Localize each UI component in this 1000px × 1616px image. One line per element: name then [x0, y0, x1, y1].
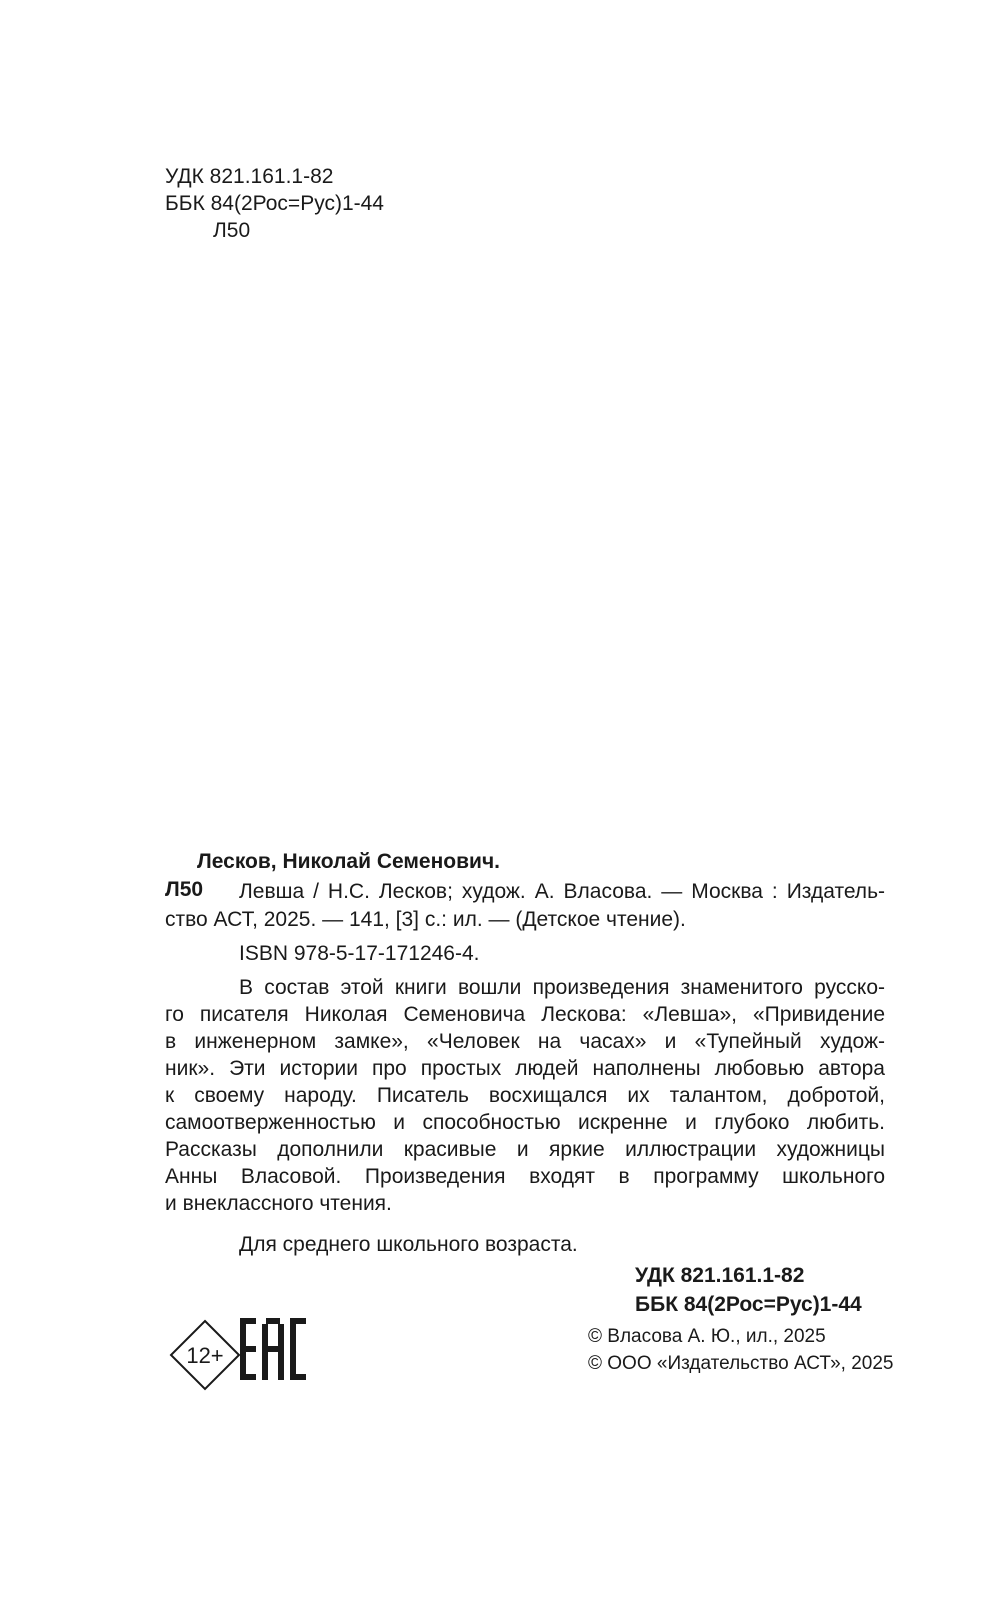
age-rating-text: 12+	[186, 1343, 224, 1368]
bottom-udk: УДК 821.161.1-82	[635, 1264, 805, 1287]
isbn: ISBN 978-5-17-171246-4.	[239, 942, 480, 965]
eac-mark-icon	[240, 1318, 306, 1380]
annotation-line: в инженерном замке», «Человек на часах» и «Тупейный худож-	[165, 1030, 885, 1053]
copyright-publisher: © ООО «Издательство АСТ», 2025	[588, 1353, 894, 1374]
audience-note: Для среднего школьного возраста.	[239, 1233, 578, 1256]
annotation-line: В состав этой книги вошли произведения знаменитого русско-	[239, 976, 885, 999]
bottom-bbk: ББК 84(2Рос=Рус)1-44	[635, 1293, 862, 1316]
annotation-line: ник». Эти истории про простых людей наполнены любовью автора	[165, 1057, 885, 1080]
description-line: Левша / Н.С. Лесков; худож. А. Власова. — Москва : Издатель-	[239, 880, 885, 903]
age-rating-badge	[165, 1315, 245, 1395]
description-line: ство АСТ, 2025. — 141, [3] с.: ил. — (Детское чтение).	[165, 908, 686, 931]
record-author-mark: Л50	[165, 878, 204, 901]
bibliographic-description	[165, 878, 885, 934]
annotation	[165, 974, 885, 1217]
bottom-classification-codes	[635, 1261, 862, 1319]
top-classification-codes	[165, 163, 384, 244]
top-udk: УДК 821.161.1-82	[165, 165, 334, 188]
annotation-line: Анны Власовой. Произведения входят в программу школьного	[165, 1165, 885, 1188]
annotation-line: к своему народу. Писатель восхищался их талантом, добротой,	[165, 1084, 885, 1107]
copyright-illustrator: © Власова А. Ю., ил., 2025	[588, 1326, 826, 1347]
author-heading: Лесков, Николай Семенович.	[197, 850, 500, 873]
copyright-notices	[588, 1323, 894, 1377]
annotation-line: Рассказы дополнили красивые и яркие иллюстрации художницы	[165, 1138, 885, 1161]
annotation-line: самоотверженностью и способностью искренне и глубоко любить.	[165, 1111, 885, 1134]
annotation-line: го писателя Николая Семеновича Лескова: «Левша», «Привидение	[165, 1003, 885, 1026]
top-author-mark: Л50	[213, 219, 251, 242]
annotation-line: и внеклассного чтения.	[165, 1192, 392, 1215]
top-bbk: ББК 84(2Рос=Рус)1-44	[165, 192, 384, 215]
